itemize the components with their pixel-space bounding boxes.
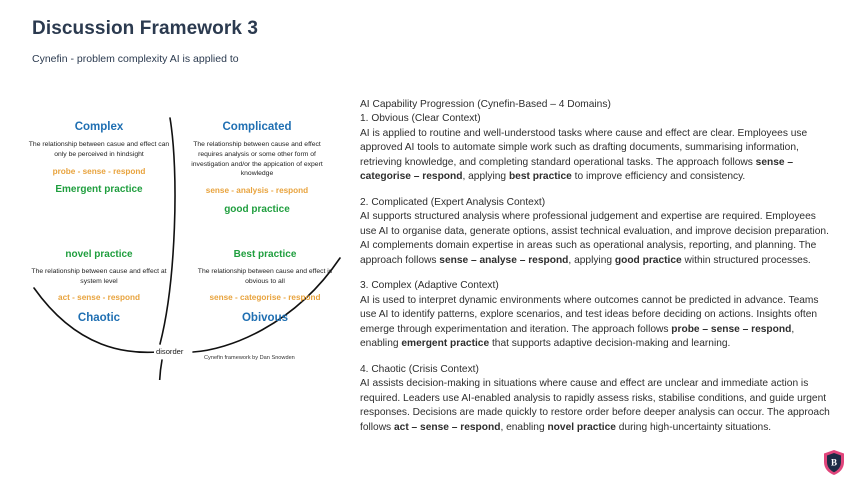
slide-header [32,18,532,66]
quadrant-complicated-practice: good practice [224,203,290,215]
quadrant-complicated-actions: sense - analysis - respond [205,185,309,195]
quadrant-chaotic [24,248,174,325]
progression-intro-block [360,98,834,185]
progression-section-4 [360,363,834,435]
progression-main-heading: AI Capability Progression (Cynefin-Based – 4 Domains) [360,99,611,110]
progression-section-3-heading: 3. Complex (Adaptive Context) [360,280,499,292]
progression-section-3 [360,279,834,351]
progression-section-2-body: AI supports structured analysis where professional judgement and expertise are required. Employees use AI to organise data, generate options, assist technical evaluation, and improve decision preparation. AI complements domain expertise in areas such as operational analysis, reporting, and planning. The approach follows sense – analyse – respond, applying good practice within structured processes. [360,211,829,266]
quadrant-obvious-actions: sense - categorise - respond [209,293,321,303]
progression-section-1-body: AI is applied to routine and well-understood tasks where cause and effect are clear. Employees use approved AI tools to automate simple work such as drafting documents, summarising information, retrieving knowledge, and completing standard operational tasks. The approach follows sense – categorise – respond, applying best practice to improve efficiency and consistency. [360,127,808,183]
progression-section-2 [360,196,834,268]
brand-logo-shield [822,449,846,476]
quadrant-obvious-practice: Best practice [233,249,297,260]
quadrant-complex-actions: probe - sense - respond [52,166,146,176]
disorder-center-label: disorder [156,347,184,356]
quadrant-complicated-title: Complicated [222,121,292,133]
quadrant-chaotic-practice: novel practice [65,249,133,260]
quadrant-obvious-title: Obivous [241,311,288,324]
quadrant-obvious-description: The relationship between cause and effect is obvious to all [197,268,333,285]
progression-section-4-body: AI assists decision-making in situations where cause and effect are unclear and immediate action is required. Leaders use AI-enabled analysis to rapidly assess risks, stabilise conditions, and guide urgent responses. Decisions are made quickly to restore order before deeper analysis can occur. The approach follows act – sense – respond, enabling novel practice during high-uncertainty situations. [360,378,830,433]
progression-section-1-heading: 1. Obvious (Clear Context) [360,113,481,125]
quadrant-chaotic-title: Chaotic [77,311,121,324]
quadrant-chaotic-description: The relationship between cause and effect at system level [31,268,167,285]
page-subtitle: Cynefin - problem complexity AI is applied to [32,52,239,65]
quadrant-complex-title: Complex [74,121,124,133]
quadrant-obvious [190,248,340,325]
quadrant-chaotic-actions: act - sense - respond [58,293,140,303]
ai-capability-progression [360,98,834,435]
progression-section-4-heading: 4. Chaotic (Crisis Context) [360,363,479,375]
quadrant-complicated [182,120,332,216]
page-title: Discussion Framework 3 [32,18,259,39]
progression-section-3-body: AI is used to interpret dynamic environments where outcomes cannot be predicted in advance. Teams use AI to identify patterns, explore scenarios, and test ideas before deciding on actions. Insights often emerge through experimentation and iteration. The approach follows probe – sense – respond, enabling emergent practice that supports adaptive decision-making and learning. [360,294,819,350]
quadrant-complex [24,120,174,196]
quadrant-complex-practice: Emergent practice [55,184,143,196]
quadrant-complicated-description: The relationship between cause and effect requires analysis or some other form of investigation and/or the appication of expert knowledge [191,141,323,178]
svg-text:B: B [830,457,838,468]
quadrant-complex-description: The relationship between casue and effect can only be perceived in hindsight [28,141,170,159]
progression-section-2-heading: 2. Complicated (Expert Analysis Context) [360,196,546,208]
diagram-attribution: Cynefin framework by Dan Snowden [204,355,295,361]
cynefin-diagram [18,112,354,380]
